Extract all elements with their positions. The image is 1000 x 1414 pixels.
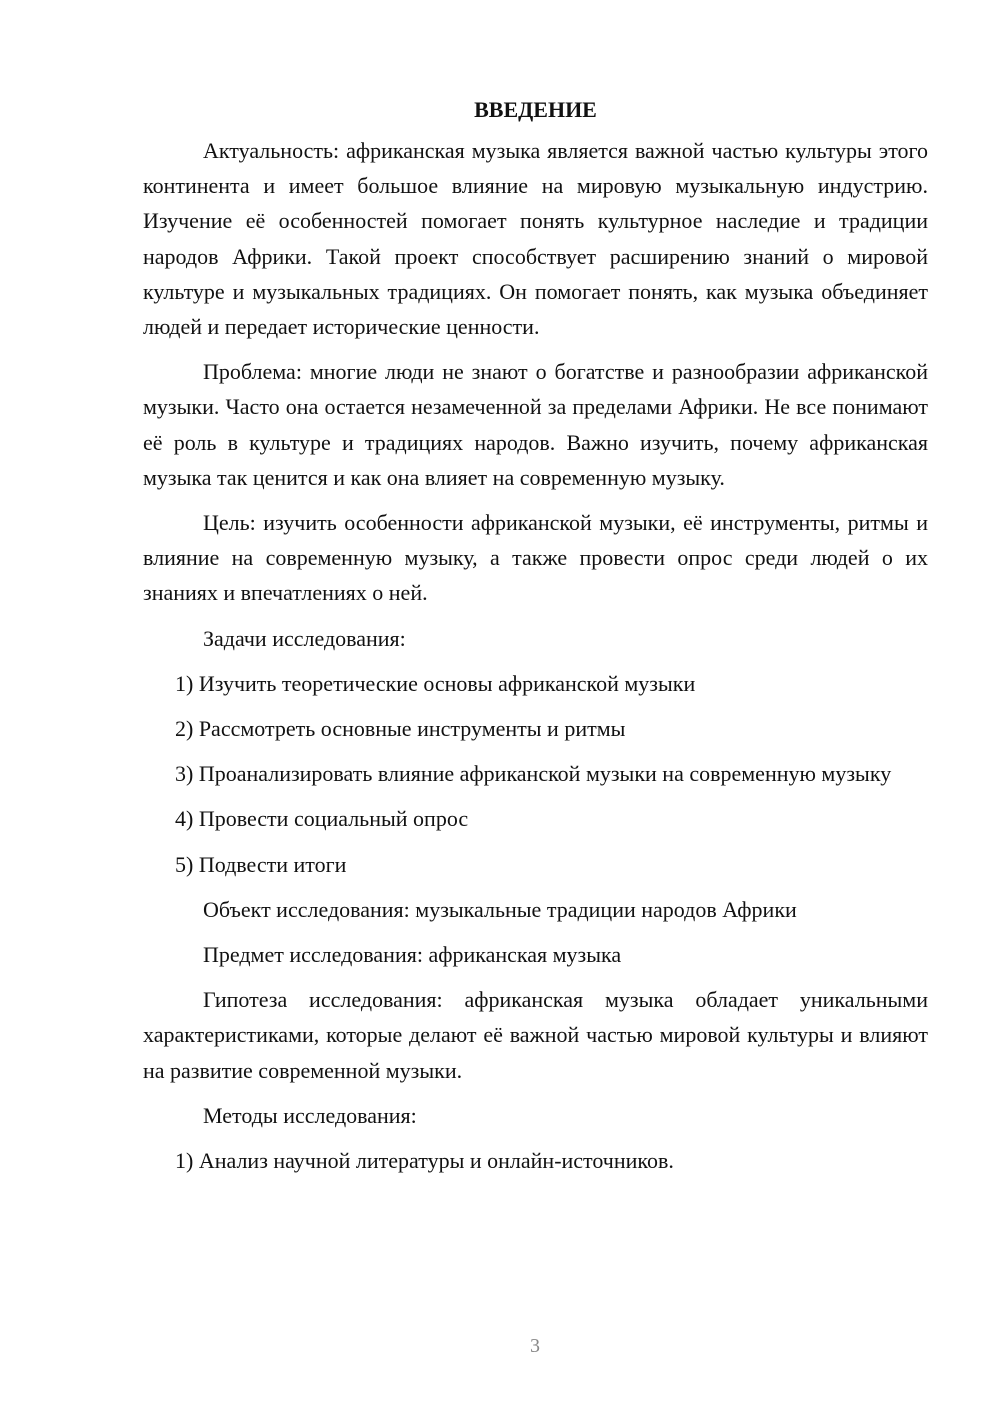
task-item: 3) Проанализировать влияние африканской музыки на современную музыку — [175, 761, 892, 787]
goal-paragraph: Цель: изучить особенности африканской музыки, её инструменты, ритмы и влияние на современную музыку, а также провести опрос среди людей о их знаниях и впечатлениях о ней. — [143, 510, 928, 606]
task-item: 5) Подвести итоги — [175, 851, 347, 877]
methods-heading: Методы исследования: — [203, 1102, 417, 1128]
hypothesis-paragraph: Гипотеза исследования: африканская музыка обладает уникальными характеристиками, которые делают её важной частью мировой культуры и влияют на развитие современной музыки. — [143, 987, 928, 1083]
task-item: 2) Рассмотреть основные инструменты и ритмы — [175, 716, 626, 742]
task-item: 1) Изучить теоретические основы африканской музыки — [175, 670, 696, 696]
method-item: 1) Анализ научной литературы и онлайн-источников. — [175, 1148, 674, 1174]
page-number: 3 — [530, 1335, 540, 1357]
tasks-heading: Задачи исследования: — [203, 625, 406, 651]
problem-paragraph: Проблема: многие люди не знают о богатстве и разнообразии африканской музыки. Часто она остается незамеченной за пределами Африки. Не все понимают её роль в культуре и традициях народов. Важно изучить, почему африканская музыка так ценится и как она влияет на современную музыку. — [143, 359, 928, 490]
page-title: ВВЕДЕНИЕ — [474, 97, 597, 122]
page-body — [143, 92, 928, 1188]
research-object: Объект исследования: музыкальные традиции народов Африки — [203, 896, 797, 922]
task-item: 4) Провести социальный опрос — [175, 806, 469, 832]
relevance-paragraph: Актуальность: африканская музыка является важной частью культуры этого континента и имеет большое влияние на мировую музыкальную индустрию. Изучение её особенностей помогает понять культурное наследие и традиции народов Африки. Такой проект способствует расширению знаний о мировой культуре и музыкальных традициях. Он помогает понять, как музыка объединяет людей и передает исторические ценности. — [143, 138, 928, 340]
research-subject: Предмет исследования: африканская музыка — [203, 942, 622, 968]
